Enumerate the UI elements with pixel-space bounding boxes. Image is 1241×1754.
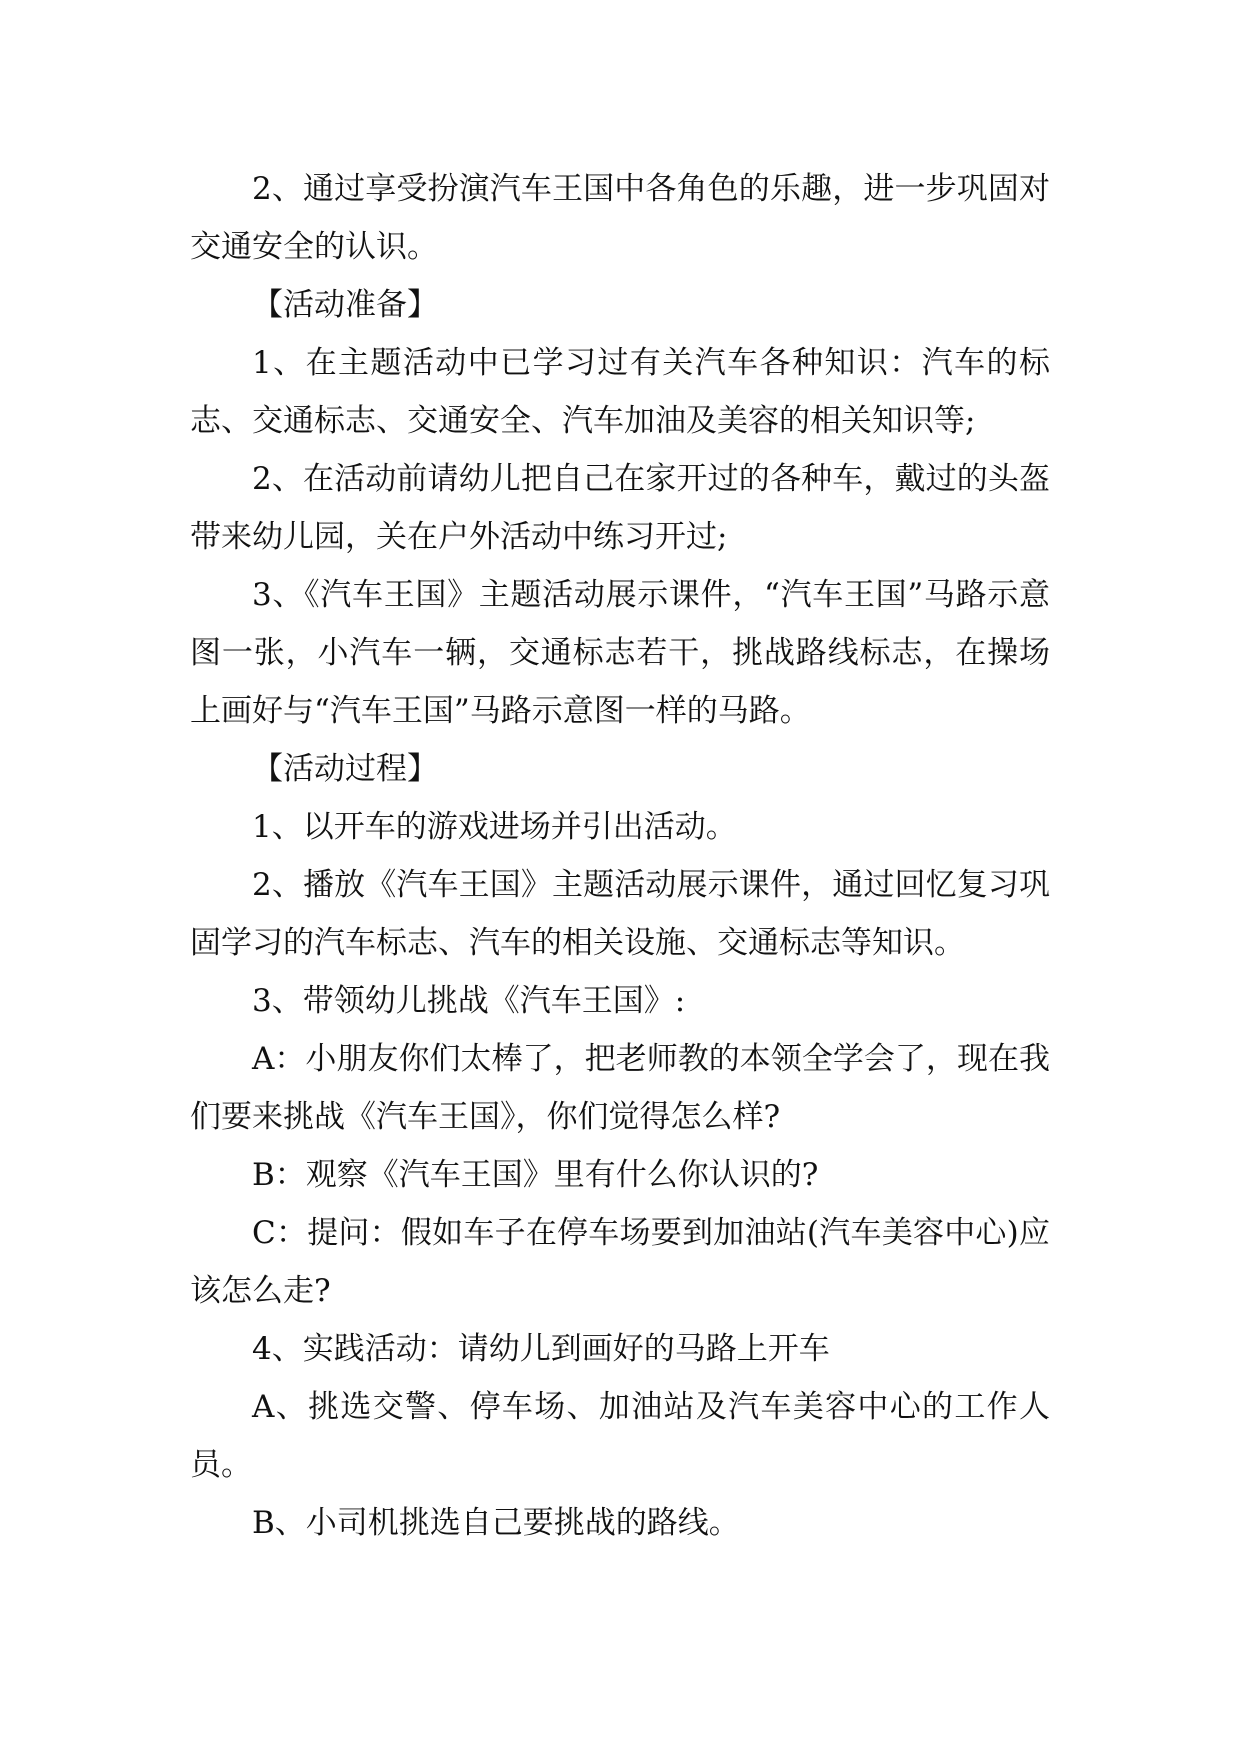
paragraph-process-4b: B、小司机挑选自己要挑战的路线。: [252, 1505, 740, 1541]
paragraph-process-1: 1、以开车的游戏进场并引出活动。: [252, 809, 737, 845]
section-heading-preparation: 【活动准备】: [252, 287, 438, 323]
document-body: [190, 160, 1050, 1552]
paragraph-process-2: 2、播放《汽车王国》主题活动展示课件，通过回忆复习巩固学习的汽车标志、汽车的相关设施、交通标志等知识。: [190, 867, 1050, 961]
paragraph-process-3a: A：小朋友你们太棒了，把老师教的本领全学会了，现在我们要来挑战《汽车王国》，你们觉得怎么样?: [190, 1041, 1050, 1135]
paragraph-process-3: 3、带领幼儿挑战《汽车王国》:: [252, 983, 686, 1019]
paragraph-process-4: 4、实践活动：请幼儿到画好的马路上开车: [252, 1331, 830, 1367]
section-heading-process: 【活动过程】: [252, 751, 438, 787]
paragraph-preparation-2: 2、在活动前请幼儿把自己在家开过的各种车，戴过的头盔带来幼儿园，关在户外活动中练习开过;: [190, 461, 1050, 555]
paragraph-preparation-1: 1、在主题活动中已学习过有关汽车各种知识：汽车的标志、交通标志、交通安全、汽车加油及美容的相关知识等;: [190, 345, 1050, 439]
paragraph-process-3b: B：观察《汽车王国》里有什么你认识的?: [252, 1157, 819, 1193]
paragraph-preparation-3: 3、《汽车王国》主题活动展示课件，“汽车王国”马路示意图一张，小汽车一辆，交通标志若干，挑战路线标志，在操场上画好与“汽车王国”马路示意图一样的马路。: [190, 577, 1050, 729]
paragraph-process-4a: A、挑选交警、停车场、加油站及汽车美容中心的工作人员。: [190, 1389, 1050, 1483]
paragraph-objective-2: 2、通过享受扮演汽车王国中各角色的乐趣，进一步巩固对交通安全的认识。: [190, 171, 1050, 265]
paragraph-process-3c: C：提问：假如车子在停车场要到加油站(汽车美容中心)应该怎么走?: [190, 1215, 1050, 1309]
